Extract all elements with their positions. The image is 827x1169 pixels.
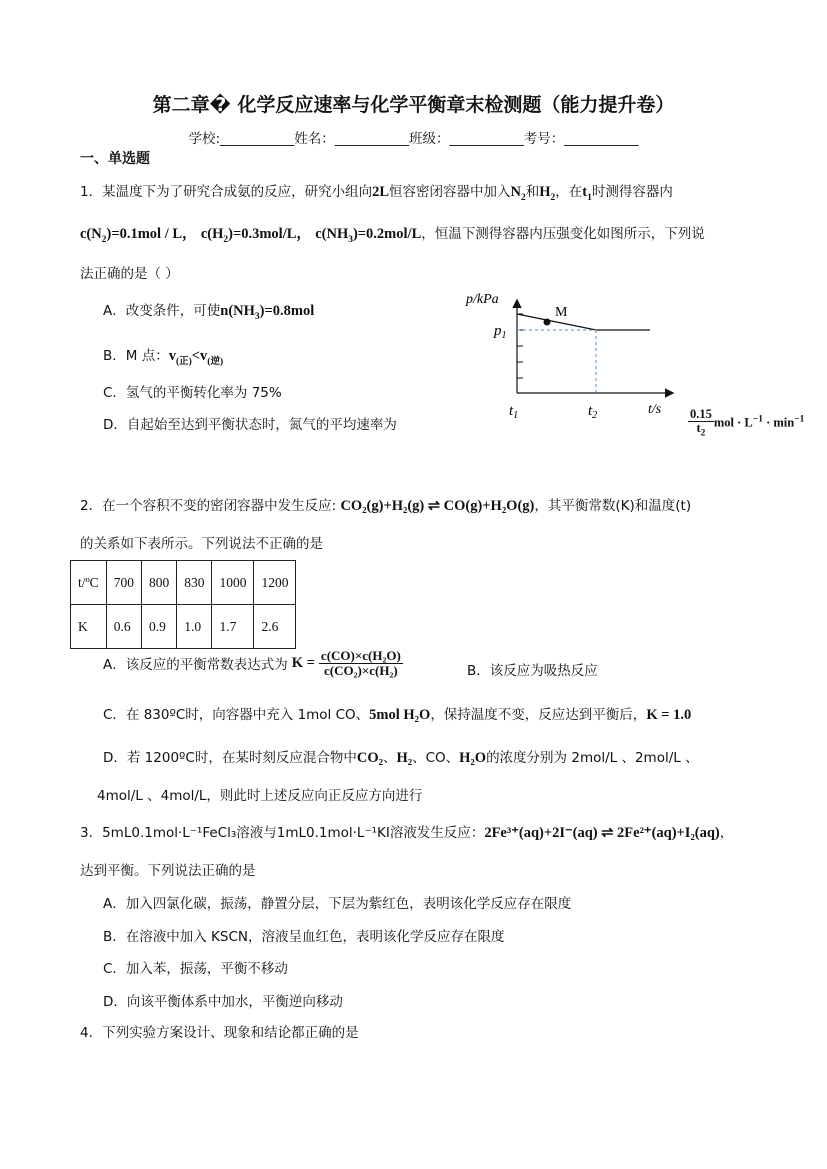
q2-option-c: C．在 830ºC时，向容器中充入 1mol CO、5mol H₂O，保持温度不变，反应达到平衡后，K = 1.0	[103, 707, 692, 723]
table-cell: 1000	[212, 561, 254, 605]
q2-stem-line2: 的关系如下表所示。下列说法不正确的是	[80, 536, 323, 552]
table-cell: 700	[106, 561, 141, 605]
point-m	[544, 319, 551, 326]
q2-stem-line1: 2．在一个容积不变的密闭容器中发生反应: CO₂(g)+H₂(g) ⇌ CO(g)+H₂O(g)，其平衡常数(K)和温度(t)	[80, 498, 692, 514]
q1-stem-line2: $c(N_2)=0.1mol / L$， $c(H_2)=0.3mol/L$， $c(NH_3)=0.2mol/L$，恒温下测得容器内压强变化如图所示，下列说	[80, 226, 705, 245]
q3-option-a: A．加入四氯化碳，振荡，静置分层，下层为紫红色，表明该化学反应存在限度	[103, 896, 572, 912]
table-cell: 800	[141, 561, 176, 605]
x-axis-label: t/s	[648, 402, 662, 417]
table-row-k	[71, 605, 296, 649]
q3-option-c: C．加入苯，振荡，平衡不移动	[103, 961, 288, 977]
q2-option-d: D．若 1200ºC时，在某时刻反应混合物中CO₂、H₂、CO、H₂O的浓度分别为 2mol/L 、2mol/L 、	[103, 750, 699, 766]
q2-option-d-cont: 4mol/L 、4mol/L，则此时上述反应向正反应方向进行	[97, 788, 423, 804]
table-cell: 0.9	[141, 605, 176, 649]
equilibrium-constant-table	[70, 560, 296, 649]
table-row-temperature	[71, 561, 296, 605]
q3-option-b: B．在溶液中加入 KSCN，溶液呈血红色，表明该化学反应存在限度	[103, 929, 505, 945]
table-cell: 0.6	[106, 605, 141, 649]
table-cell: 2.6	[254, 605, 296, 649]
q2-option-a: A．该反应的平衡常数表达式为 K = $\frac{\text{c(CO)×c(H₂O)}}{\text{c(CO₂)×c(H₂)}}$	[103, 648, 401, 678]
table-cell: t/ºC	[71, 561, 107, 605]
q4-stem-line1: 4．下列实验方案设计、现象和结论都正确的是	[80, 1025, 359, 1041]
pressure-time-graph	[460, 285, 690, 425]
page-title: 第二章� 化学反应速率与化学平衡章末检测题（能力提升卷）	[152, 94, 675, 116]
student-info-line: 学校:___________姓名：___________班级：___________考号：___________	[188, 131, 639, 147]
t2-label: $t_2$	[588, 403, 598, 421]
q1-stem-line3: 法正确的是（ ）	[80, 266, 179, 282]
t1-label: $t_1$	[509, 403, 519, 421]
q1-stem-line1: 1．某温度下为了研究合成氨的反应，研究小组向2L恒容密闭容器中加入$N_2$和$H_2$，在$t_1$时测得容器内	[80, 184, 673, 203]
table-cell: 1.7	[212, 605, 254, 649]
q3-option-d: D．向该平衡体系中加水，平衡逆向移动	[103, 994, 343, 1010]
section-heading: 一、单选题	[80, 151, 150, 167]
q1-option-b: B．M 点：$v_{(正)}<v_{(逆)}$	[103, 348, 224, 367]
q3-stem-line2: 达到平衡。下列说法正确的是	[80, 863, 256, 879]
p1-label: $p_1$	[494, 323, 507, 341]
q2-option-b: B．该反应为吸热反应	[467, 663, 598, 679]
table-cell: 830	[177, 561, 212, 605]
table-cell: K	[71, 605, 107, 649]
table-cell: 1.0	[177, 605, 212, 649]
y-axis-label: p/kPa	[466, 292, 499, 307]
y-axis-ticks	[517, 314, 523, 378]
q1-option-d-rate: $\frac{0.15}{t_2}$ mol · $L^{-1} \cdot \min^{-1}$	[690, 407, 805, 439]
pressure-curve	[517, 314, 650, 330]
q1-option-d: D．自起始至达到平衡状态时，氮气的平均速率为	[103, 417, 397, 433]
q1-option-c: C．氢气的平衡转化率为 75%	[103, 385, 282, 401]
q3-stem-line1: 3．5mL0.1mol·L⁻¹FeCl₃溶液与1mL0.1mol·L⁻¹KI溶液发生反应：2Fe³⁺(aq)+2I⁻(aq) ⇌ 2Fe²⁺(aq)+I₂(aq)，	[80, 825, 734, 841]
table-cell: 1200	[254, 561, 296, 605]
q1-option-a: A．改变条件，可使$n(NH_3)=0.8mol$	[103, 303, 315, 322]
point-m-label: M	[555, 305, 568, 320]
